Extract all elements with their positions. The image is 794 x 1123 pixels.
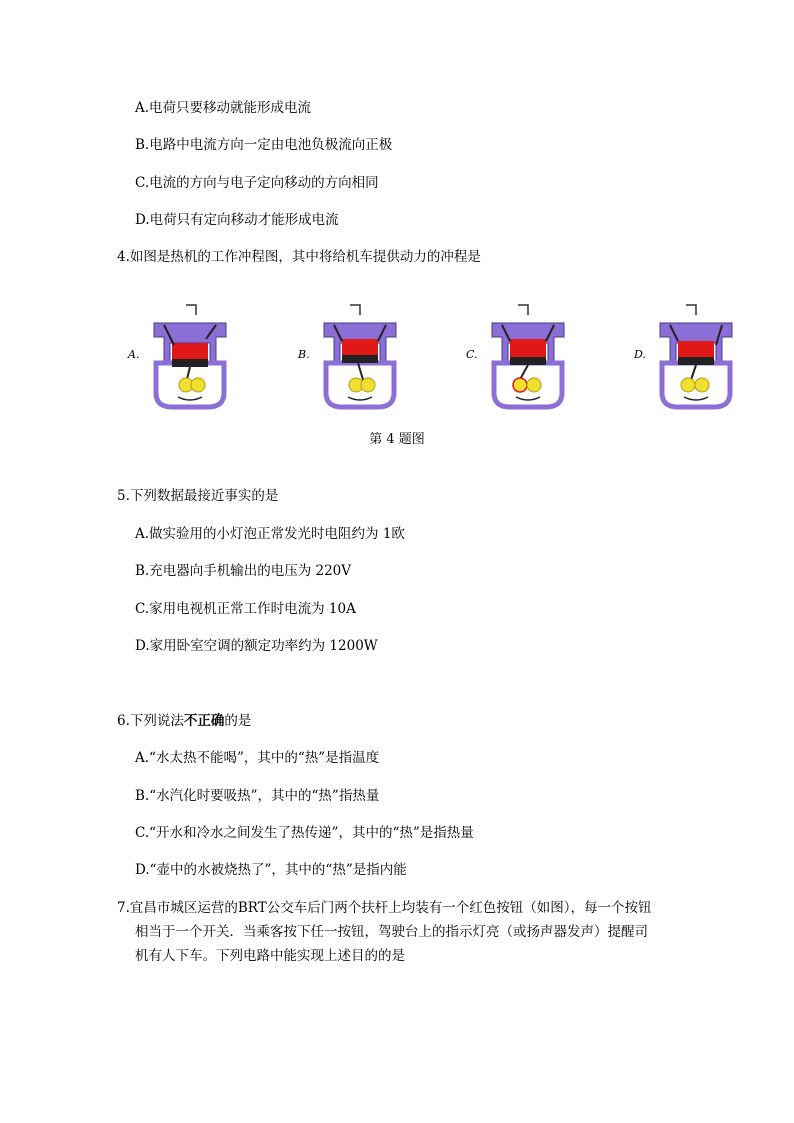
q6-option-d: D.“壶中的水被烧热了”，其中的“热”是指内能 [135, 862, 407, 878]
engine-diagram-b [320, 303, 400, 411]
q5-option-a: A.做实验用的小灯泡正常发光时电阻约为 1欧 [135, 526, 405, 542]
q7-line-1: 7.宜昌市城区运营的BRT公交车后门两个扶杆上均装有一个红色按钮（如图），每一个按钮 [117, 900, 652, 916]
q6-stem [117, 711, 251, 731]
q6-option-a: A.“水太热不能喝”，其中的“热”是指温度 [135, 750, 380, 766]
q7-line-2: 相当于一个开关．当乘客按下任一按钮，驾驶台上的指示灯亮（或扬声器发声）提醒司 [135, 924, 648, 940]
figure-label-b: B. [298, 348, 310, 361]
figure-label-a: A. [128, 348, 140, 361]
q3-option-b: B.电路中电流方向一定由电池负极流向正极 [135, 137, 393, 153]
q6-option-b: B.“水汽化时要吸热”，其中的“热”指热量 [135, 788, 380, 804]
q5-option-b: B.充电器向手机输出的电压为 220V [135, 563, 352, 579]
q5-option-d: D.家用卧室空调的额定功率约为 1200W [135, 638, 378, 654]
q5-stem: 5.下列数据最接近事实的是 [117, 488, 279, 504]
engine-diagram-c [488, 303, 568, 411]
q4-stem: 4.如图是热机的工作冲程图，其中将给机车提供动力的冲程是 [117, 249, 481, 265]
figure-label-d: D. [634, 348, 646, 361]
engine-diagram-a [150, 303, 230, 411]
q5-option-c: C.家用电视机正常工作时电流为 10A [135, 601, 356, 617]
q7-line-3: 机有人下车。下列电路中能实现上述目的的是 [135, 948, 405, 964]
figure-caption: 第 4 题图 [369, 432, 425, 447]
q6-stem-prefix: 6.下列说法 [117, 713, 184, 729]
figure-label-c: C. [466, 348, 478, 361]
q6-stem-suffix: 的是 [224, 713, 252, 729]
q6-option-c: C.“开水和冷水之间发生了热传递”，其中的“热”是指热量 [135, 825, 474, 841]
q6-stem-emphasis: 不正确 [183, 713, 225, 729]
q3-option-d: D.电荷只有定向移动才能形成电流 [135, 212, 339, 228]
engine-diagram-d [656, 303, 736, 411]
q3-option-a: A.电荷只要移动就能形成电流 [135, 100, 312, 116]
q3-option-c: C.电流的方向与电子定向移动的方向相同 [135, 175, 379, 191]
